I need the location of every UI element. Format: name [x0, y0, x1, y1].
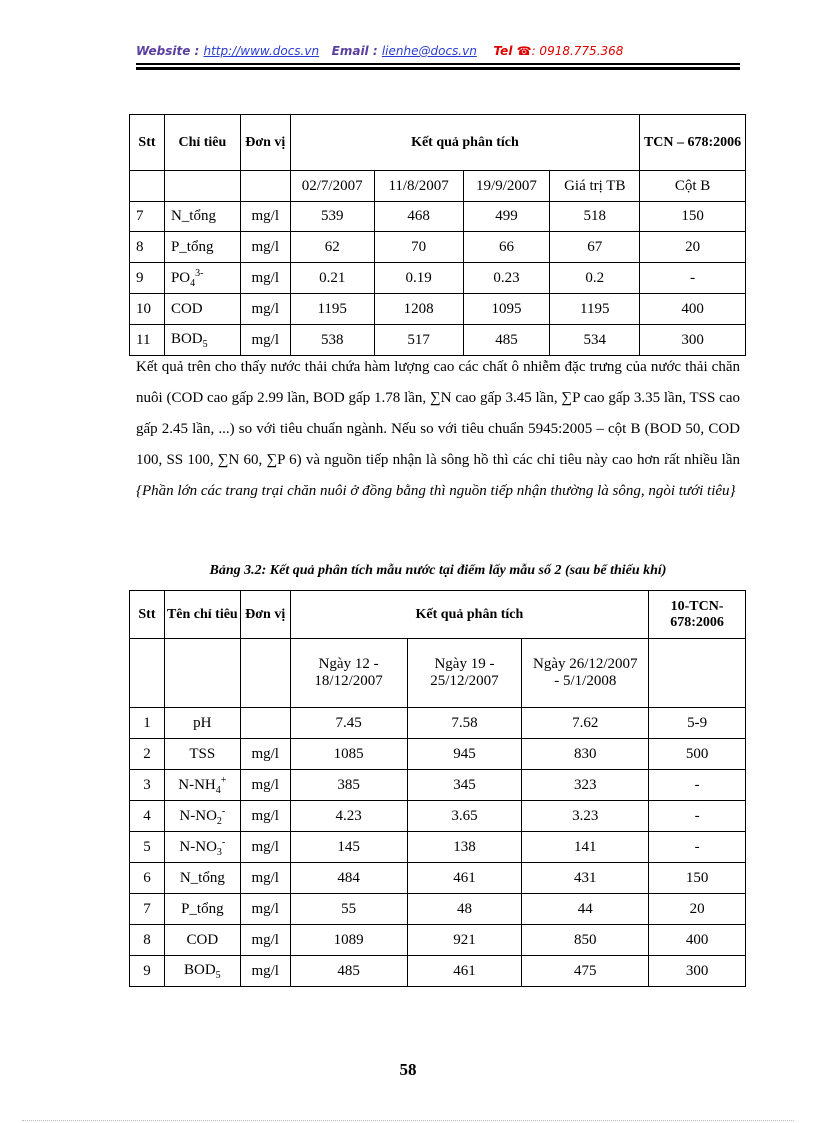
row-value: 7.45: [290, 708, 407, 739]
row-name: P_tổng: [164, 894, 240, 925]
row-unit: mg/l: [240, 894, 290, 925]
row-name-sub: 5: [215, 969, 221, 981]
row-name-base: N-NO: [179, 838, 217, 855]
row-unit: [240, 708, 290, 739]
col-ketqua: Kết quả phân tích: [290, 591, 649, 639]
row-value: 0.21: [290, 263, 374, 294]
row-name: [164, 801, 240, 832]
header-rule-thin: [136, 63, 740, 65]
row-unit: mg/l: [240, 863, 290, 894]
row-value: 461: [407, 956, 522, 987]
col-donvi: Đơn vị: [240, 115, 290, 171]
row-stt: 1: [130, 708, 165, 739]
row-value: 1195: [290, 294, 374, 325]
empty-cell: [240, 639, 290, 708]
row-stt: 7: [130, 202, 165, 232]
row-name: pH: [164, 708, 240, 739]
row-name-sub: 3: [216, 846, 222, 858]
row-value: 468: [374, 202, 463, 232]
row-value: 62: [290, 232, 374, 263]
table-row: [130, 770, 746, 801]
row-name: P_tổng: [164, 232, 240, 263]
subcol-column-b: Cột B: [640, 171, 746, 202]
subcol-average: Giá trị TB: [550, 171, 640, 202]
row-name-sup: -: [221, 836, 226, 848]
page-number: 58: [399, 1060, 417, 1079]
row-name: N_tổng: [164, 202, 240, 232]
col-tcn: 10-TCN-678:2006: [649, 591, 746, 639]
row-average: 0.2: [550, 263, 640, 294]
table-row: [130, 894, 746, 925]
header-rule-thick: [136, 67, 740, 70]
row-value: 485: [463, 325, 550, 356]
row-name-sub: 2: [216, 815, 222, 827]
row-average: 67: [550, 232, 640, 263]
row-unit: mg/l: [240, 202, 290, 232]
row-name-sup: -: [221, 805, 226, 817]
row-name: COD: [164, 294, 240, 325]
col-tcn: TCN – 678:2006: [640, 115, 746, 171]
row-value: 138: [407, 832, 522, 863]
row-value: 55: [290, 894, 407, 925]
empty-cell: [130, 639, 165, 708]
empty-cell: [164, 171, 240, 202]
row-stt: 11: [130, 325, 165, 356]
table-row: [130, 925, 746, 956]
row-name: [164, 956, 240, 987]
row-name-base: BOD: [183, 961, 216, 978]
analysis-paragraph: [136, 352, 740, 507]
table-row: [130, 956, 746, 987]
row-name: [164, 263, 240, 294]
row-value: 3.65: [407, 801, 522, 832]
row-stt: 5: [130, 832, 165, 863]
row-standard: 400: [640, 294, 746, 325]
paragraph-text: Kết quả trên cho thấy nước thải chứa hàm lượng cao các chất ô nhiễm đặc trưng của nước thải chăn nuôi (COD cao gấp 2.99 lần, BOD gấp 1.78 lần, ∑N cao gấp 3.45 lần, ∑P cao gấp 3.35 lần, TSS cao gấp 2.45 lần, ...) so với tiêu chuẩn ngành. Nếu so với tiêu chuẩn 5945:2005 – cột B (BOD 50, COD 100, SS 100, ∑N 60, ∑P 6) và nguồn tiếp nhận là sông hồ thì các chỉ tiêu này cao hơn rất nhiều lần: [136, 359, 740, 468]
row-value: 1208: [374, 294, 463, 325]
row-value: 1095: [463, 294, 550, 325]
row-stt: 9: [130, 956, 165, 987]
subcol-date-3: 19/9/2007: [463, 171, 550, 202]
table-row: [130, 263, 746, 294]
row-stt: 9: [130, 263, 165, 294]
row-value: 0.23: [463, 263, 550, 294]
row-value: 44: [522, 894, 649, 925]
row-stt: 8: [130, 232, 165, 263]
row-value: 323: [522, 770, 649, 801]
row-stt: 2: [130, 739, 165, 770]
row-name-sub: 4: [215, 784, 221, 796]
empty-cell: [164, 639, 240, 708]
table-row: [130, 832, 746, 863]
phone-icon: ☎: [516, 44, 532, 58]
table-row: [130, 863, 746, 894]
row-unit: mg/l: [240, 325, 290, 356]
empty-cell: [130, 171, 165, 202]
website-link[interactable]: http://www.docs.vn: [203, 44, 320, 58]
table-row: [130, 708, 746, 739]
row-value: 145: [290, 832, 407, 863]
row-standard: 5-9: [649, 708, 746, 739]
subcol-period-1: Ngày 12 - 18/12/2007: [290, 639, 407, 708]
subcol-period-2: Ngày 19 - 25/12/2007: [407, 639, 522, 708]
row-standard: 20: [649, 894, 746, 925]
row-standard: 300: [649, 956, 746, 987]
empty-cell: [649, 639, 746, 708]
empty-cell: [240, 171, 290, 202]
row-value: 539: [290, 202, 374, 232]
results-table-1: [129, 114, 746, 356]
row-name-base: PO: [170, 269, 191, 286]
col-chitieu: Chỉ tiêu: [164, 115, 240, 171]
footer-divider: [22, 1120, 794, 1122]
row-name-sub: 4: [190, 277, 196, 289]
row-unit: mg/l: [240, 956, 290, 987]
row-name: TSS: [164, 739, 240, 770]
col-chitieu: Tên chỉ tiêu: [164, 591, 240, 639]
row-average: 1195: [550, 294, 640, 325]
tel-label: Tel: [493, 44, 513, 58]
row-value: 538: [290, 325, 374, 356]
row-standard: 150: [640, 202, 746, 232]
row-unit: mg/l: [240, 232, 290, 263]
row-unit: mg/l: [240, 832, 290, 863]
row-standard: 20: [640, 232, 746, 263]
row-value: 48: [407, 894, 522, 925]
row-standard: -: [649, 832, 746, 863]
row-stt: 4: [130, 801, 165, 832]
row-value: 830: [522, 739, 649, 770]
subcol-date-1: 02/7/2007: [290, 171, 374, 202]
row-name-base: N-NH: [178, 776, 216, 793]
row-value: 921: [407, 925, 522, 956]
row-average: 518: [550, 202, 640, 232]
row-name: COD: [164, 925, 240, 956]
row-name: N_tổng: [164, 863, 240, 894]
results-table-2: [129, 590, 746, 987]
row-standard: 150: [649, 863, 746, 894]
row-name-sup: 3-: [195, 267, 204, 279]
row-stt: 7: [130, 894, 165, 925]
subcol-period-3: Ngày 26/12/2007 - 5/1/2008: [522, 639, 649, 708]
row-name: [164, 770, 240, 801]
row-value: 70: [374, 232, 463, 263]
col-ketqua: Kết quả phân tích: [290, 115, 639, 171]
row-value: 499: [463, 202, 550, 232]
row-unit: mg/l: [240, 925, 290, 956]
row-stt: 8: [130, 925, 165, 956]
website-label: Website :: [136, 44, 200, 58]
row-standard: -: [649, 770, 746, 801]
row-name: [164, 325, 240, 356]
row-value: 141: [522, 832, 649, 863]
row-value: 945: [407, 739, 522, 770]
row-value: 1089: [290, 925, 407, 956]
row-unit: mg/l: [240, 294, 290, 325]
row-standard: -: [649, 801, 746, 832]
row-average: 534: [550, 325, 640, 356]
row-value: 7.62: [522, 708, 649, 739]
row-value: 461: [407, 863, 522, 894]
row-stt: 10: [130, 294, 165, 325]
row-stt: 3: [130, 770, 165, 801]
row-standard: 300: [640, 325, 746, 356]
col-stt: Stt: [130, 115, 165, 171]
row-stt: 6: [130, 863, 165, 894]
row-standard: 500: [649, 739, 746, 770]
row-value: 7.58: [407, 708, 522, 739]
row-unit: mg/l: [240, 739, 290, 770]
row-standard: -: [640, 263, 746, 294]
row-name-sub: 5: [202, 338, 208, 350]
row-value: 66: [463, 232, 550, 263]
row-name-sup: +: [220, 774, 227, 786]
table-row: [130, 801, 746, 832]
row-value: 0.19: [374, 263, 463, 294]
row-value: 850: [522, 925, 649, 956]
row-value: 3.23: [522, 801, 649, 832]
paragraph-italic-note: {Phần lớn các trang trại chăn nuôi ở đồng bằng thì nguồn tiếp nhận thường là sông, ngòi tưới tiêu}: [136, 483, 736, 499]
row-value: 485: [290, 956, 407, 987]
tel-value: : 0918.775.368: [531, 44, 624, 58]
row-unit: mg/l: [240, 263, 290, 294]
row-value: 1085: [290, 739, 407, 770]
row-value: 431: [522, 863, 649, 894]
subcol-date-2: 11/8/2007: [374, 171, 463, 202]
col-stt: Stt: [130, 591, 165, 639]
row-value: 475: [522, 956, 649, 987]
row-unit: mg/l: [240, 770, 290, 801]
table-row: [130, 232, 746, 263]
table-row: [130, 294, 746, 325]
row-value: 4.23: [290, 801, 407, 832]
row-name: [164, 832, 240, 863]
email-link[interactable]: lienhe@docs.vn: [381, 44, 477, 58]
table-row: [130, 739, 746, 770]
col-donvi: Đơn vị: [240, 591, 290, 639]
row-value: 484: [290, 863, 407, 894]
row-name-base: BOD: [170, 330, 203, 347]
row-value: 345: [407, 770, 522, 801]
row-name-base: N-NO: [179, 807, 217, 824]
table-row: [130, 325, 746, 356]
row-value: 385: [290, 770, 407, 801]
email-label: Email :: [331, 44, 378, 58]
row-unit: mg/l: [240, 801, 290, 832]
row-standard: 400: [649, 925, 746, 956]
row-value: 517: [374, 325, 463, 356]
table-row: [130, 202, 746, 232]
table-caption: Bảng 3.2: Kết quả phân tích mẫu nước tại điểm lấy mẫu số 2 (sau bể thiếu khí): [209, 563, 667, 578]
